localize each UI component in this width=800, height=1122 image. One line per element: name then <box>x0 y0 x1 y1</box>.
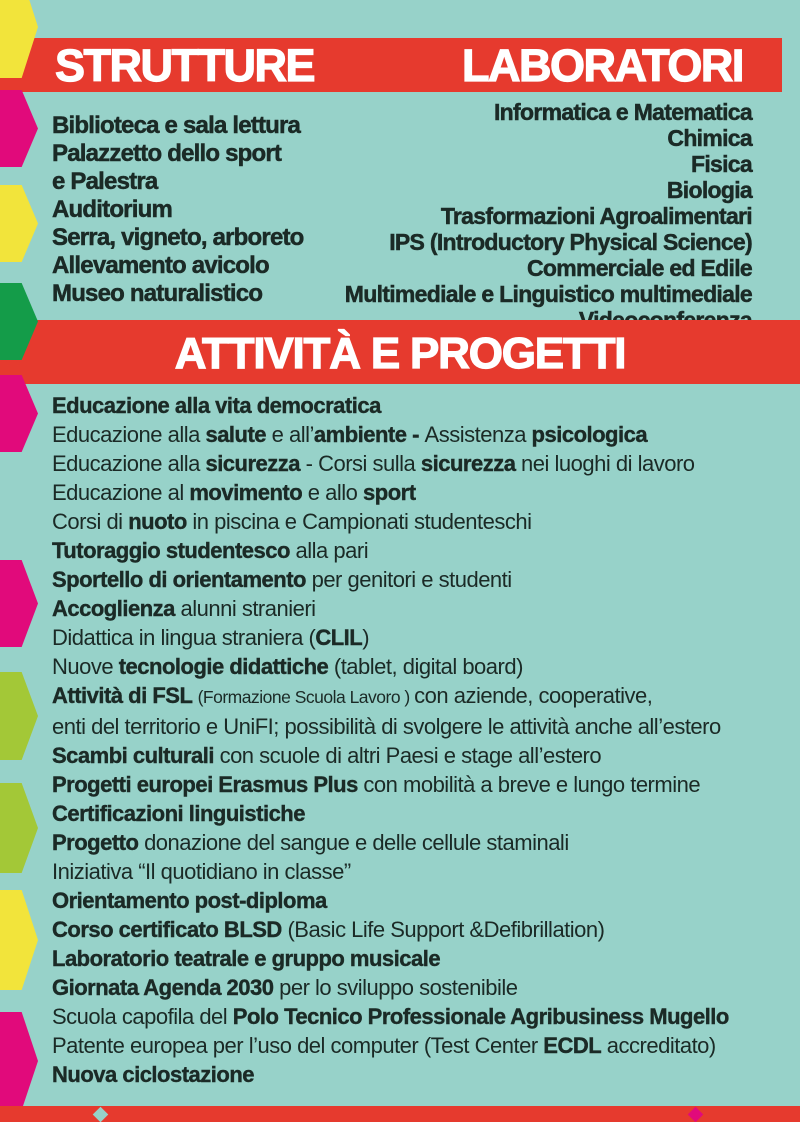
laboratori-item: Chimica <box>667 125 752 151</box>
activity-segment: accreditato) <box>601 1033 716 1058</box>
activity-segment: Giornata Agenda 2030 <box>52 975 274 1000</box>
activity-segment: Didattica in lingua straniera ( <box>52 625 316 650</box>
activity-line <box>52 741 800 770</box>
activity-segment: sport <box>363 480 416 505</box>
activity-segment: donazione del sangue e delle cellule staminali <box>138 830 569 855</box>
activity-line <box>52 478 800 507</box>
activity-line <box>52 594 800 623</box>
activity-line <box>52 652 800 681</box>
activity-segment: (Formazione Scuola Lavoro ) <box>197 687 415 707</box>
activity-segment: Attività di FSL <box>52 683 198 708</box>
activity-segment: sicurezza <box>205 451 301 476</box>
activity-line <box>52 799 800 828</box>
attivita-title: ATTIVITÀ E PROGETTI <box>174 329 626 378</box>
activity-line <box>52 973 800 1002</box>
chevron-decoration <box>0 783 38 873</box>
strutture-list <box>52 112 304 308</box>
strutture-item: Biblioteca e sala lettura <box>52 112 301 139</box>
activity-line <box>52 712 800 741</box>
activity-line <box>52 915 800 944</box>
activity-segment: nei luoghi di lavoro <box>515 451 695 476</box>
laboratori-item: Biologia <box>666 177 752 203</box>
activity-segment: Nuove <box>52 654 119 679</box>
activity-line <box>52 828 800 857</box>
laboratori-item: Informatica e Matematica <box>493 99 752 125</box>
activity-line <box>52 681 800 712</box>
activity-segment: alla pari <box>289 538 369 563</box>
activity-segment: alunni stranieri <box>174 596 316 621</box>
activity-segment: (Basic Life Support &Defibrillation) <box>281 917 605 942</box>
activity-segment: Nuova ciclostazione <box>52 1062 255 1087</box>
laboratori-list <box>345 99 752 333</box>
activity-segment: Accoglienza <box>52 596 175 621</box>
strutture-item: Museo naturalistico <box>52 280 263 307</box>
activity-line <box>52 944 800 973</box>
laboratori-item: Trasformazioni Agroalimentari <box>440 203 752 229</box>
activity-segment: per lo sviluppo sostenibile <box>273 975 518 1000</box>
activity-segment: Tutoraggio studentesco <box>52 538 290 563</box>
activity-segment: sicurezza <box>420 451 516 476</box>
activity-segment: Progetti europei Erasmus Plus <box>52 772 358 797</box>
strutture-item: Palazzetto dello sport <box>52 140 282 167</box>
strutture-title: STRUTTURE <box>55 40 314 91</box>
activity-segment: Scuola capofila del <box>52 1004 233 1029</box>
footer-diamond <box>688 1107 704 1122</box>
activity-segment: Educazione alla vita democratica <box>52 393 381 418</box>
activity-line <box>52 565 800 594</box>
chevron-decoration <box>0 672 38 760</box>
activity-segment: Polo Tecnico Professionale Agribusiness Mugello <box>232 1004 729 1029</box>
laboratori-item: Commerciale ed Edile <box>526 255 752 281</box>
chevron-decoration <box>0 185 38 262</box>
activity-segment: Laboratorio teatrale e gruppo musicale <box>52 946 441 971</box>
laboratori-item: Fisica <box>690 151 752 177</box>
activity-line <box>52 420 800 449</box>
activity-line <box>52 536 800 565</box>
activity-segment: Scambi culturali <box>52 743 214 768</box>
activity-segment: Educazione alla <box>52 422 206 447</box>
activity-line <box>52 886 800 915</box>
activity-segment: ECDL <box>543 1033 602 1058</box>
activity-segment: salute <box>205 422 267 447</box>
strutture-item: e Palestra <box>52 168 158 195</box>
laboratori-title: LABORATORI <box>462 40 743 91</box>
footer-bar <box>0 1106 800 1122</box>
strutture-item: Allevamento avicolo <box>52 252 269 279</box>
activity-segment: Patente europea per l’uso del computer (Test Center <box>52 1033 544 1058</box>
activity-line <box>52 449 800 478</box>
activity-segment: CLIL <box>315 625 363 650</box>
activity-segment: Orientamento post-diploma <box>52 888 327 913</box>
chevron-decoration <box>0 560 38 647</box>
activity-line <box>52 770 800 799</box>
activity-segment: ) <box>362 625 370 650</box>
activities-list <box>52 391 800 1089</box>
activity-segment: Corso certificato BLSD <box>52 917 282 942</box>
activity-segment: con scuole di altri Paesi e stage all’estero <box>213 743 602 768</box>
chevron-decoration <box>0 90 38 167</box>
activity-segment: con aziende, cooperative, <box>414 683 653 708</box>
chevron-decoration <box>0 375 38 452</box>
activity-line <box>52 1002 800 1031</box>
activity-segment: e all’ <box>266 422 314 447</box>
activity-segment: Iniziativa “Il quotidiano in classe” <box>52 859 351 884</box>
activity-segment: nuoto <box>128 509 187 534</box>
activity-segment: (tablet, digital board) <box>328 654 523 679</box>
activity-segment: psicologica <box>531 422 648 447</box>
activity-segment: Assistenza <box>424 422 532 447</box>
activity-line <box>52 391 800 420</box>
activity-segment: Progetto <box>52 830 139 855</box>
laboratori-item: IPS (Introductory Physical Science) <box>389 229 752 255</box>
activity-segment: Educazione alla <box>52 451 206 476</box>
activity-segment: Sportello di orientamento <box>52 567 306 592</box>
activity-segment: Educazione al <box>52 480 190 505</box>
activity-segment: movimento <box>189 480 303 505</box>
chevron-decoration <box>0 1012 38 1110</box>
strutture-item: Auditorium <box>52 196 172 223</box>
activity-segment: e allo <box>302 480 364 505</box>
activity-segment: enti del territorio e UniFI; possibilità di svolgere le attività anche all’estero <box>52 714 721 739</box>
activity-segment: tecnologie didattiche <box>118 654 329 679</box>
activity-line <box>52 1060 800 1089</box>
strutture-item: Serra, vigneto, arboreto <box>52 224 304 251</box>
activity-line <box>52 857 800 886</box>
activity-segment: - Corsi sulla <box>300 451 421 476</box>
activity-line <box>52 1031 800 1060</box>
activity-segment: Corsi di <box>52 509 129 534</box>
activity-segment: in piscina e Campionati studenteschi <box>186 509 532 534</box>
activity-segment: per genitori e studenti <box>305 567 512 592</box>
laboratori-item: Multimediale e Linguistico multimediale <box>344 281 752 307</box>
activity-segment: Certificazioni linguistiche <box>52 801 305 826</box>
footer-diamond <box>93 1107 109 1122</box>
chevron-decoration <box>0 890 38 990</box>
activity-segment: ambiente - <box>313 422 425 447</box>
activity-segment: con mobilità a breve e lungo termine <box>357 772 701 797</box>
activity-line <box>52 507 800 536</box>
activity-line <box>52 623 800 652</box>
